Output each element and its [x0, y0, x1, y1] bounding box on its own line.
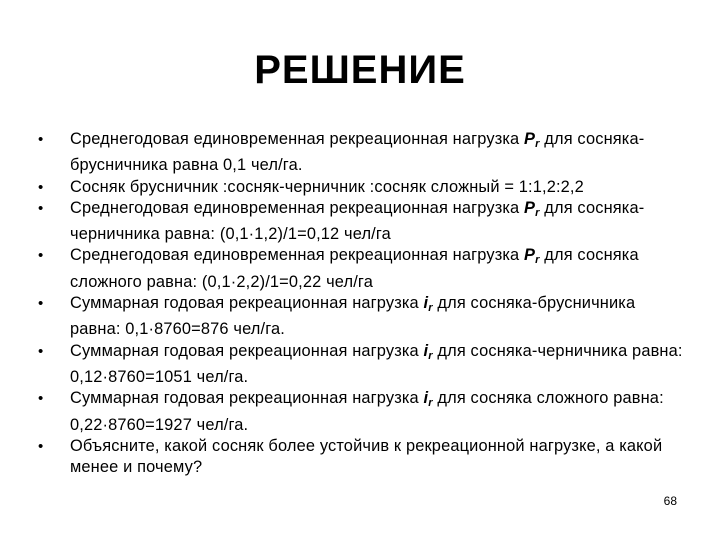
bullet-text-run: для сосняка сложного равна: 0,22·8760=1927 чел/га.: [70, 389, 664, 434]
variable-subscript: r: [535, 206, 540, 219]
bullet-item: [36, 177, 686, 198]
page-number: 68: [663, 494, 677, 508]
bullet-text-run: Объясните, какой сосняк более устойчив к рекреационной нагрузке, а какой менее и почему?: [70, 436, 663, 477]
bullet-text-run: Суммарная годовая рекреационная нагрузка: [70, 294, 424, 313]
bullet-text: [70, 388, 686, 436]
bullet-list: [36, 129, 686, 478]
variable-subscript: r: [535, 138, 540, 150]
bullet-marker: •: [38, 295, 44, 313]
bullet-text: [70, 341, 686, 389]
variable-symbol: i: [423, 341, 429, 360]
bullet-marker: •: [38, 390, 44, 408]
bullet-text-run: Суммарная годовая рекреационная нагрузка: [70, 341, 424, 360]
bullet-item: [36, 341, 686, 389]
bullet-text: [70, 436, 686, 479]
variable-subscript: r: [535, 254, 540, 267]
bullet-text: [70, 293, 686, 341]
variable-subscript: r: [428, 397, 433, 410]
bullet-text: [70, 245, 686, 293]
bullet-item: [36, 436, 686, 479]
bullet-text: [70, 198, 686, 246]
bullet-text-run: Среднегодовая единовременная рекреационная нагрузка: [70, 246, 525, 265]
bullet-text-run: Сосняк брусничник :сосняк-черничник :сосняк сложный = 1:1,2:2,2: [70, 177, 584, 196]
bullet-item: [36, 245, 686, 293]
bullet-marker: •: [38, 247, 44, 265]
variable-symbol: P: [524, 246, 536, 265]
bullet-text: [70, 177, 686, 198]
bullet-marker: •: [38, 437, 44, 455]
bullet-marker: •: [38, 199, 44, 217]
bullet-text-run: для сосняка-черничника равна: 0,12·8760=1051 чел/га.: [70, 341, 683, 386]
slide-title: РЕШЕНИЕ: [254, 48, 466, 92]
variable-symbol: P: [524, 130, 536, 148]
bullet-item: [36, 198, 686, 246]
bullet-item: [36, 129, 686, 177]
variable-symbol: i: [423, 294, 429, 313]
variable-subscript: r: [428, 302, 433, 315]
bullet-text-run: Среднегодовая единовременная рекреационная нагрузка: [70, 198, 525, 217]
bullet-text-run: Суммарная годовая рекреационная нагрузка: [70, 389, 424, 408]
bullet-item: [36, 293, 686, 341]
variable-symbol: i: [423, 389, 429, 408]
bullet-text-run: для сосняка сложного равна: (0,1·2,2)/1=0,22 чел/га: [70, 246, 639, 291]
variable-symbol: P: [524, 198, 536, 217]
bullet-marker: •: [38, 342, 44, 360]
bullet-text: [70, 129, 686, 177]
bullet-marker: •: [38, 178, 44, 196]
bullet-text-run: для сосняка-брусничника равна 0,1 чел/га.: [70, 130, 645, 175]
bullet-text-run: для сосняка-черничника равна: (0,1·1,2)/1=0,12 чел/га: [70, 198, 645, 244]
bullet-marker: •: [38, 131, 44, 148]
bullet-text-run: Среднегодовая единовременная рекреационная нагрузка: [70, 130, 525, 148]
variable-subscript: r: [428, 349, 433, 362]
bullet-item: [36, 388, 686, 436]
bullet-text-run: для сосняка-брусничника равна: 0,1·8760=876 чел/га.: [70, 294, 636, 339]
